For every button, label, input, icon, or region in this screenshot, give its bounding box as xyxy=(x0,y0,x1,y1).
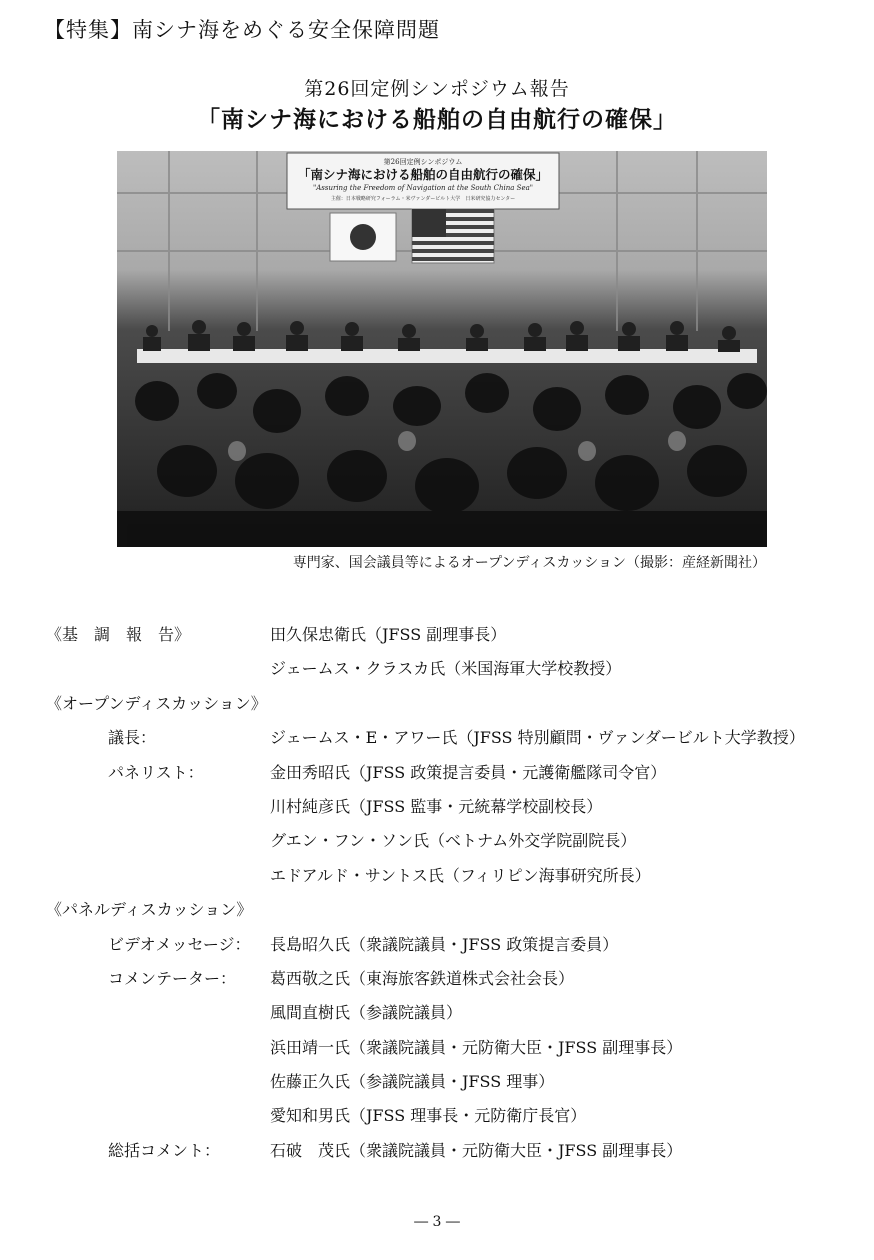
video-message-label: ビデオメッセージ： xyxy=(108,934,251,954)
us-flag-icon xyxy=(412,209,494,263)
panelist-row xyxy=(46,824,856,858)
commentator: 愛知和男氏（JFSS 理事長・元防衛庁長官） xyxy=(270,1106,587,1126)
panelist-row xyxy=(46,790,856,824)
report-title: 「南シナ海における船舶の自由航行の確保」 xyxy=(197,107,677,133)
symposium-photo-graphic xyxy=(117,151,767,547)
commentator: 佐藤正久氏（参議院議員・JFSS 理事） xyxy=(270,1072,555,1092)
panel-discussion-heading-row xyxy=(46,893,856,927)
commentator-row xyxy=(46,996,856,1030)
commentator-row xyxy=(46,1031,856,1065)
chair-row xyxy=(46,721,856,755)
section-header: 【特集】南シナ海をめぐる安全保障問題 xyxy=(44,18,440,42)
commentator-row xyxy=(46,962,856,996)
commentator: 風間直樹氏（参議院議員） xyxy=(270,1003,463,1023)
banner-line-4: 主催：日本戦略研究フォーラム・米ヴァンダービルト大学 日米研究協力センター xyxy=(330,196,516,202)
summary-label: 総括コメント： xyxy=(108,1140,221,1160)
commentator-row xyxy=(46,1099,856,1133)
panelist: グエン・フン・ソン氏（ベトナム外交学院副院長） xyxy=(270,831,637,851)
keynote-speaker: 田久保忠衛氏（JFSS 副理事長） xyxy=(270,625,507,644)
keynote-row-1 xyxy=(46,618,856,652)
panelist-row xyxy=(46,756,856,790)
keynote-section-label: 《基 調 報 告》 xyxy=(46,625,191,644)
banner-line-2: 「南シナ海における船舶の自由航行の確保」 xyxy=(297,167,549,182)
panelist: 川村純彦氏（JFSS 監事・元統幕学校副校長） xyxy=(270,796,603,816)
report-subtitle: 第26回定例シンポジウム報告 xyxy=(304,78,570,100)
panel-discussion-section-label: 《パネルディスカッション》 xyxy=(46,900,253,920)
commentator: 葛西敬之氏（東海旅客鉄道株式会社会長） xyxy=(270,968,575,988)
panelist: エドアルド・サントス氏（フィリピン海事研究所長） xyxy=(270,865,651,885)
summary-person: 石破 茂氏（衆議院議員・元防衛大臣・JFSS 副理事長） xyxy=(270,1140,683,1160)
panelist-label: パネリスト： xyxy=(108,762,204,782)
banner-line-1: 第26回定例シンポジウム xyxy=(383,158,463,166)
open-discussion-heading-row xyxy=(46,687,856,721)
page-number: ― 3 ― xyxy=(414,1214,460,1230)
video-message-person: 長島昭久氏（衆議院議員・JFSS 政策提言委員） xyxy=(270,934,619,954)
open-discussion-section-label: 《オープンディスカッション》 xyxy=(46,693,267,713)
keynote-speaker: ジェームス・クラスカ氏（米国海軍大学校教授） xyxy=(270,659,622,679)
commentator: 浜田靖一氏（衆議院議員・元防衛大臣・JFSS 副理事長） xyxy=(270,1037,683,1057)
photo-caption: 専門家、国会議員等によるオープンディスカッション（撮影：産経新聞社） xyxy=(292,555,766,571)
chair-person: ジェームス・E・アワー氏（JFSS 特別顧問・ヴァンダービルト大学教授） xyxy=(270,728,805,748)
panelist: 金田秀昭氏（JFSS 政策提言委員・元護衛艦隊司令官） xyxy=(270,762,667,782)
program-list xyxy=(46,618,856,1168)
panel-table xyxy=(137,349,757,363)
keynote-row-2 xyxy=(46,652,856,686)
commentator-row xyxy=(46,1065,856,1099)
symposium-photo xyxy=(117,151,767,547)
chair-label: 議長： xyxy=(108,728,157,748)
banner-line-3: "Assuring the Freedom of Navigation at the South China Sea" xyxy=(313,184,533,192)
summary-row xyxy=(46,1134,856,1168)
panelist-row xyxy=(46,859,856,893)
commentator-label: コメンテーター： xyxy=(108,968,237,988)
panelists xyxy=(143,320,740,352)
audience xyxy=(117,373,767,547)
video-message-row xyxy=(46,928,856,962)
